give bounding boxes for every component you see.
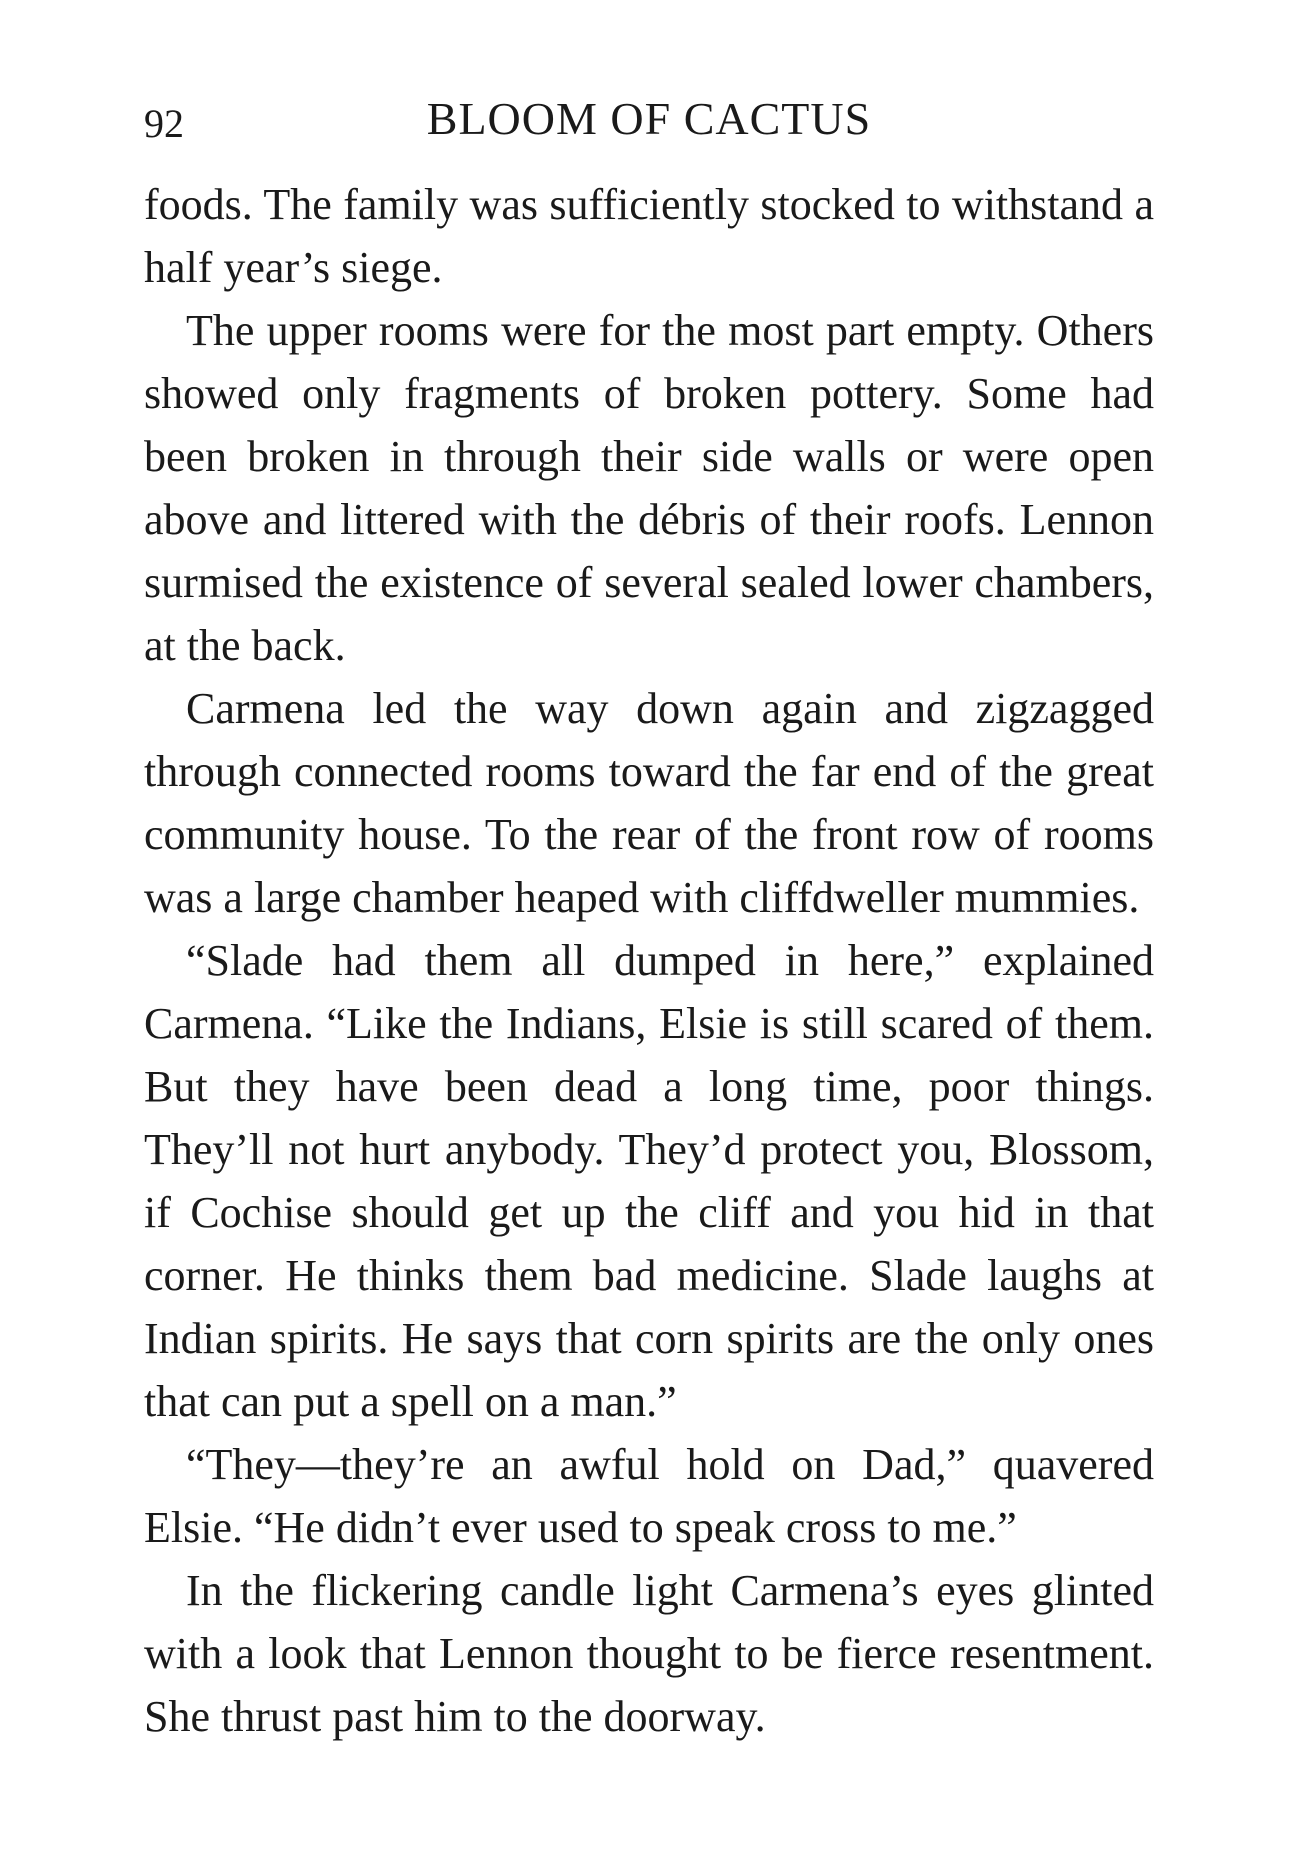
- running-title: BLOOM OF CACTUS: [426, 93, 872, 144]
- paragraph: In the flickering candle light Carmena’s eyes glinted with a look that Lennon thought to be fierce resentment. She thrust past him to the doorway.: [144, 1566, 1154, 1741]
- page-number: 92: [144, 101, 184, 146]
- paragraph: Carmena led the way down again and zigzagged through connected rooms toward the far end of the great community house. To the rear of the front row of rooms was a large chamber heaped with cliffdweller mummies.: [144, 684, 1154, 922]
- paragraph-continuation: foods. The family was sufficiently stocked to withstand a half year’s siege.: [144, 180, 1154, 292]
- paragraph: “Slade had them all dumped in here,” explained Carmena. “Like the Indians, Elsie is still scared of them. But they have been dead a long time, poor things. They’ll not hurt anybody. They’d protect you, Blossom, if Cochise should get up the cliff and you hid in that corner. He thinks them bad medicine. Slade laughs at Indian spirits. He says that corn spirits are the only ones that can put a spell on a man.”: [144, 936, 1154, 1426]
- paragraph: “They—they’re an awful hold on Dad,” quavered Elsie. “He didn’t ever used to speak cross to me.”: [144, 1440, 1154, 1552]
- paragraph: The upper rooms were for the most part empty. Others showed only fragments of broken pottery. Some had been broken in through their side walls or were open above and littered with the débris of their roofs. Lennon surmised the existence of several sealed lower chambers, at the back.: [144, 306, 1154, 670]
- page-header: [144, 92, 1154, 152]
- body-text: [144, 173, 1154, 1748]
